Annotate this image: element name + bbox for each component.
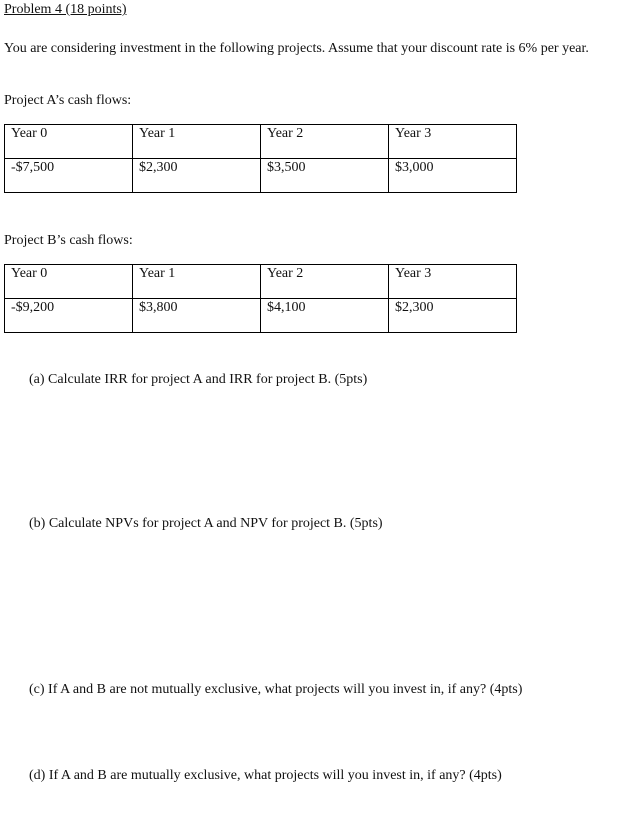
- table-cell: $3,500: [261, 159, 389, 193]
- table-cell: $2,300: [389, 299, 517, 333]
- project-b-cash-flow-table: [4, 264, 517, 333]
- table-row: [5, 159, 517, 193]
- question-c: (c) If A and B are not mutually exclusive, what projects will you invest in, if any? (4pts): [29, 682, 523, 697]
- problem-title: Problem 4 (18 points): [4, 2, 127, 17]
- table-header-cell: Year 3: [389, 265, 517, 299]
- table-header-cell: Year 1: [133, 265, 261, 299]
- table-header-cell: Year 3: [389, 125, 517, 159]
- table-header-cell: Year 1: [133, 125, 261, 159]
- table-header-cell: Year 0: [5, 265, 133, 299]
- project-a-label: Project A’s cash flows:: [4, 93, 132, 108]
- table-cell: $4,100: [261, 299, 389, 333]
- table-cell: $2,300: [133, 159, 261, 193]
- project-b-label: Project B’s cash flows:: [4, 233, 133, 248]
- table-header-row: [5, 265, 517, 299]
- table-header-row: [5, 125, 517, 159]
- question-b: (b) Calculate NPVs for project A and NPV for project B. (5pts): [29, 516, 383, 531]
- table-cell: -$9,200: [5, 299, 133, 333]
- project-a-cash-flow-table: [4, 124, 517, 193]
- table-cell: $3,800: [133, 299, 261, 333]
- table-header-cell: Year 0: [5, 125, 133, 159]
- problem-intro: You are considering investment in the following projects. Assume that your discount rate is 6% per year.: [4, 41, 589, 56]
- table-header-cell: Year 2: [261, 125, 389, 159]
- table-header-cell: Year 2: [261, 265, 389, 299]
- table-cell: $3,000: [389, 159, 517, 193]
- question-d: (d) If A and B are mutually exclusive, what projects will you invest in, if any? (4pts): [29, 768, 502, 783]
- table-cell: -$7,500: [5, 159, 133, 193]
- table-row: [5, 299, 517, 333]
- question-a: (a) Calculate IRR for project A and IRR for project B. (5pts): [29, 372, 368, 387]
